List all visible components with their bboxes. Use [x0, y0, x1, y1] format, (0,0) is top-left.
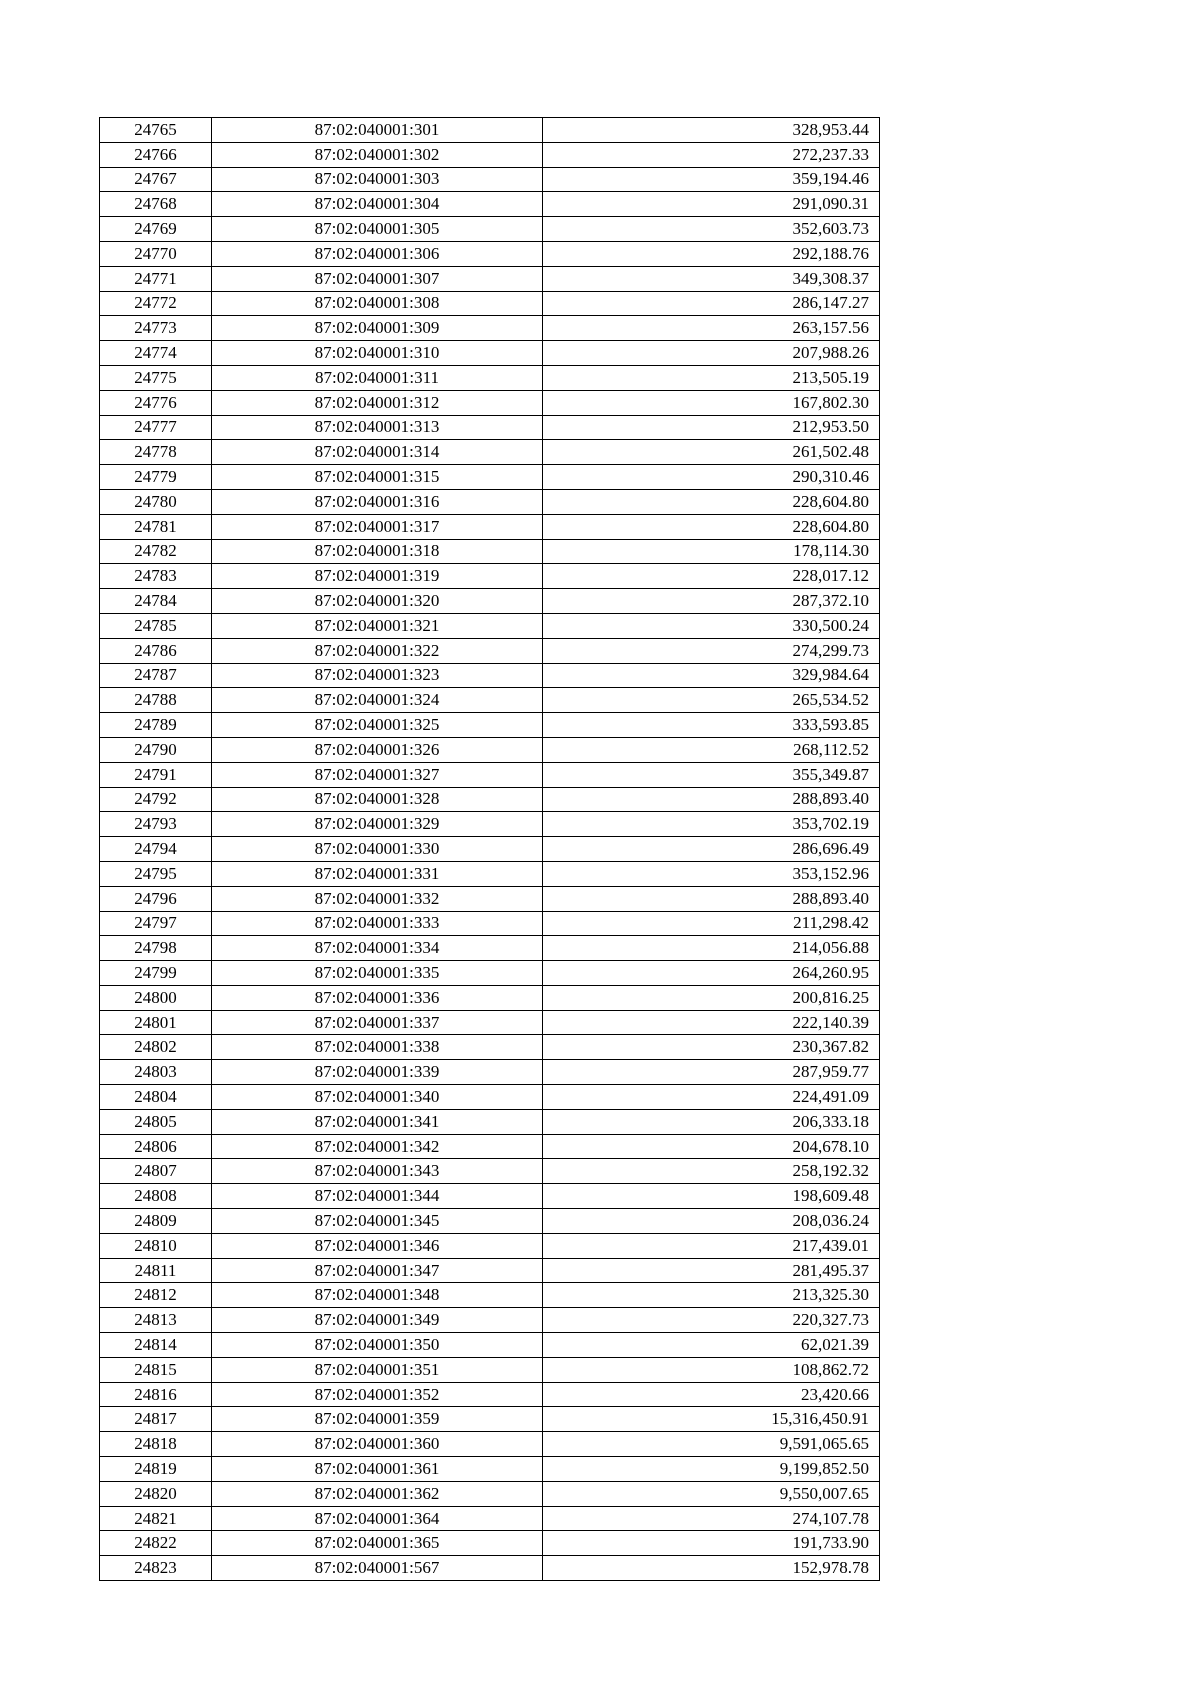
row-number-cell: 24811 [100, 1258, 212, 1283]
cadastral-number-cell: 87:02:040001:309 [212, 316, 543, 341]
value-cell: 217,439.01 [543, 1233, 880, 1258]
row-number-cell: 24776 [100, 390, 212, 415]
value-cell: 359,194.46 [543, 167, 880, 192]
row-number-cell: 24794 [100, 837, 212, 862]
cadastral-number-cell: 87:02:040001:346 [212, 1233, 543, 1258]
cadastral-number-cell: 87:02:040001:329 [212, 812, 543, 837]
row-number-cell: 24805 [100, 1109, 212, 1134]
value-cell: 287,372.10 [543, 589, 880, 614]
value-cell: 281,495.37 [543, 1258, 880, 1283]
value-cell: 333,593.85 [543, 713, 880, 738]
value-cell: 272,237.33 [543, 142, 880, 167]
cadastral-number-cell: 87:02:040001:365 [212, 1531, 543, 1556]
cadastral-number-cell: 87:02:040001:326 [212, 737, 543, 762]
table-row [100, 1308, 880, 1333]
value-cell: 330,500.24 [543, 613, 880, 638]
row-number-cell: 24767 [100, 167, 212, 192]
value-cell: 329,984.64 [543, 663, 880, 688]
table-row [100, 762, 880, 787]
table-row [100, 415, 880, 440]
value-cell: 288,893.40 [543, 787, 880, 812]
value-cell: 62,021.39 [543, 1333, 880, 1358]
row-number-cell: 24792 [100, 787, 212, 812]
cadastral-number-cell: 87:02:040001:330 [212, 837, 543, 862]
table-row [100, 118, 880, 143]
value-cell: 204,678.10 [543, 1134, 880, 1159]
table-row [100, 564, 880, 589]
cadastral-number-cell: 87:02:040001:310 [212, 341, 543, 366]
table-row [100, 613, 880, 638]
cadastral-number-cell: 87:02:040001:342 [212, 1134, 543, 1159]
value-cell: 292,188.76 [543, 241, 880, 266]
row-number-cell: 24793 [100, 812, 212, 837]
value-cell: 286,696.49 [543, 837, 880, 862]
table-row [100, 365, 880, 390]
row-number-cell: 24802 [100, 1035, 212, 1060]
table-row [100, 167, 880, 192]
row-number-cell: 24785 [100, 613, 212, 638]
cadastral-value-table [99, 117, 880, 1581]
table-row [100, 1333, 880, 1358]
cadastral-number-cell: 87:02:040001:322 [212, 638, 543, 663]
table-row [100, 1457, 880, 1482]
table-row [100, 961, 880, 986]
value-cell: 353,152.96 [543, 861, 880, 886]
table-row [100, 1556, 880, 1581]
cadastral-number-cell: 87:02:040001:338 [212, 1035, 543, 1060]
row-number-cell: 24777 [100, 415, 212, 440]
cadastral-number-cell: 87:02:040001:362 [212, 1481, 543, 1506]
value-cell: 288,893.40 [543, 886, 880, 911]
value-cell: 9,199,852.50 [543, 1457, 880, 1482]
cadastral-number-cell: 87:02:040001:307 [212, 266, 543, 291]
row-number-cell: 24798 [100, 936, 212, 961]
cadastral-number-cell: 87:02:040001:359 [212, 1407, 543, 1432]
table-row [100, 936, 880, 961]
row-number-cell: 24779 [100, 465, 212, 490]
row-number-cell: 24765 [100, 118, 212, 143]
table-row [100, 1481, 880, 1506]
cadastral-number-cell: 87:02:040001:360 [212, 1432, 543, 1457]
row-number-cell: 24799 [100, 961, 212, 986]
table-body [100, 118, 880, 1581]
value-cell: 152,978.78 [543, 1556, 880, 1581]
cadastral-number-cell: 87:02:040001:347 [212, 1258, 543, 1283]
cadastral-number-cell: 87:02:040001:350 [212, 1333, 543, 1358]
value-cell: 228,604.80 [543, 489, 880, 514]
row-number-cell: 24790 [100, 737, 212, 762]
value-cell: 208,036.24 [543, 1209, 880, 1234]
value-cell: 228,017.12 [543, 564, 880, 589]
value-cell: 207,988.26 [543, 341, 880, 366]
value-cell: 261,502.48 [543, 440, 880, 465]
table-row [100, 1134, 880, 1159]
table-row [100, 1258, 880, 1283]
table-row [100, 1085, 880, 1110]
table-row [100, 266, 880, 291]
cadastral-number-cell: 87:02:040001:314 [212, 440, 543, 465]
table-row [100, 217, 880, 242]
table-row [100, 663, 880, 688]
row-number-cell: 24816 [100, 1382, 212, 1407]
value-cell: 213,325.30 [543, 1283, 880, 1308]
cadastral-number-cell: 87:02:040001:345 [212, 1209, 543, 1234]
table-row [100, 1283, 880, 1308]
cadastral-number-cell: 87:02:040001:348 [212, 1283, 543, 1308]
cadastral-number-cell: 87:02:040001:332 [212, 886, 543, 911]
cadastral-number-cell: 87:02:040001:333 [212, 911, 543, 936]
row-number-cell: 24807 [100, 1159, 212, 1184]
cadastral-number-cell: 87:02:040001:352 [212, 1382, 543, 1407]
row-number-cell: 24791 [100, 762, 212, 787]
cadastral-number-cell: 87:02:040001:341 [212, 1109, 543, 1134]
row-number-cell: 24773 [100, 316, 212, 341]
table-row [100, 812, 880, 837]
table-row [100, 142, 880, 167]
table-row [100, 1109, 880, 1134]
row-number-cell: 24817 [100, 1407, 212, 1432]
row-number-cell: 24774 [100, 341, 212, 366]
cadastral-number-cell: 87:02:040001:303 [212, 167, 543, 192]
row-number-cell: 24815 [100, 1357, 212, 1382]
cadastral-number-cell: 87:02:040001:364 [212, 1506, 543, 1531]
cadastral-number-cell: 87:02:040001:331 [212, 861, 543, 886]
value-cell: 328,953.44 [543, 118, 880, 143]
value-cell: 15,316,450.91 [543, 1407, 880, 1432]
value-cell: 211,298.42 [543, 911, 880, 936]
cadastral-number-cell: 87:02:040001:313 [212, 415, 543, 440]
cadastral-number-cell: 87:02:040001:305 [212, 217, 543, 242]
cadastral-number-cell: 87:02:040001:351 [212, 1357, 543, 1382]
cadastral-number-cell: 87:02:040001:304 [212, 192, 543, 217]
value-cell: 353,702.19 [543, 812, 880, 837]
table-row [100, 241, 880, 266]
table-row [100, 1159, 880, 1184]
table-row [100, 638, 880, 663]
value-cell: 214,056.88 [543, 936, 880, 961]
row-number-cell: 24787 [100, 663, 212, 688]
value-cell: 291,090.31 [543, 192, 880, 217]
cadastral-number-cell: 87:02:040001:302 [212, 142, 543, 167]
table-row [100, 1060, 880, 1085]
value-cell: 263,157.56 [543, 316, 880, 341]
row-number-cell: 24771 [100, 266, 212, 291]
cadastral-number-cell: 87:02:040001:301 [212, 118, 543, 143]
cadastral-number-cell: 87:02:040001:317 [212, 514, 543, 539]
cadastral-number-cell: 87:02:040001:312 [212, 390, 543, 415]
value-cell: 198,609.48 [543, 1184, 880, 1209]
row-number-cell: 24800 [100, 985, 212, 1010]
row-number-cell: 24795 [100, 861, 212, 886]
table-row [100, 1407, 880, 1432]
table-row [100, 465, 880, 490]
table-row [100, 1506, 880, 1531]
row-number-cell: 24796 [100, 886, 212, 911]
table-row [100, 514, 880, 539]
cadastral-number-cell: 87:02:040001:337 [212, 1010, 543, 1035]
table-row [100, 1233, 880, 1258]
row-number-cell: 24818 [100, 1432, 212, 1457]
table-row [100, 1432, 880, 1457]
value-cell: 224,491.09 [543, 1085, 880, 1110]
row-number-cell: 24806 [100, 1134, 212, 1159]
cadastral-number-cell: 87:02:040001:315 [212, 465, 543, 490]
value-cell: 200,816.25 [543, 985, 880, 1010]
value-cell: 206,333.18 [543, 1109, 880, 1134]
table-row [100, 737, 880, 762]
value-cell: 9,550,007.65 [543, 1481, 880, 1506]
value-cell: 287,959.77 [543, 1060, 880, 1085]
table-row [100, 787, 880, 812]
cadastral-number-cell: 87:02:040001:339 [212, 1060, 543, 1085]
value-cell: 268,112.52 [543, 737, 880, 762]
table-row [100, 1531, 880, 1556]
table-row [100, 341, 880, 366]
table-row [100, 911, 880, 936]
value-cell: 349,308.37 [543, 266, 880, 291]
table-row [100, 316, 880, 341]
cadastral-number-cell: 87:02:040001:340 [212, 1085, 543, 1110]
table-row [100, 291, 880, 316]
row-number-cell: 24775 [100, 365, 212, 390]
cadastral-number-cell: 87:02:040001:349 [212, 1308, 543, 1333]
cadastral-number-cell: 87:02:040001:308 [212, 291, 543, 316]
cadastral-number-cell: 87:02:040001:306 [212, 241, 543, 266]
value-cell: 213,505.19 [543, 365, 880, 390]
cadastral-number-cell: 87:02:040001:325 [212, 713, 543, 738]
value-cell: 274,299.73 [543, 638, 880, 663]
cadastral-number-cell: 87:02:040001:327 [212, 762, 543, 787]
table-row [100, 1184, 880, 1209]
table-row [100, 1382, 880, 1407]
table-row [100, 390, 880, 415]
value-cell: 167,802.30 [543, 390, 880, 415]
row-number-cell: 24784 [100, 589, 212, 614]
value-cell: 178,114.30 [543, 539, 880, 564]
cadastral-number-cell: 87:02:040001:567 [212, 1556, 543, 1581]
row-number-cell: 24804 [100, 1085, 212, 1110]
value-cell: 108,862.72 [543, 1357, 880, 1382]
value-cell: 9,591,065.65 [543, 1432, 880, 1457]
row-number-cell: 24769 [100, 217, 212, 242]
value-cell: 355,349.87 [543, 762, 880, 787]
table-row [100, 688, 880, 713]
table-row [100, 440, 880, 465]
cadastral-number-cell: 87:02:040001:323 [212, 663, 543, 688]
row-number-cell: 24782 [100, 539, 212, 564]
table-row [100, 713, 880, 738]
cadastral-number-cell: 87:02:040001:361 [212, 1457, 543, 1482]
table-row [100, 539, 880, 564]
value-cell: 258,192.32 [543, 1159, 880, 1184]
value-cell: 191,733.90 [543, 1531, 880, 1556]
table-row [100, 489, 880, 514]
row-number-cell: 24823 [100, 1556, 212, 1581]
cadastral-number-cell: 87:02:040001:324 [212, 688, 543, 713]
cadastral-number-cell: 87:02:040001:318 [212, 539, 543, 564]
cadastral-number-cell: 87:02:040001:344 [212, 1184, 543, 1209]
table-row [100, 837, 880, 862]
row-number-cell: 24814 [100, 1333, 212, 1358]
row-number-cell: 24770 [100, 241, 212, 266]
value-cell: 230,367.82 [543, 1035, 880, 1060]
table-row [100, 861, 880, 886]
cadastral-number-cell: 87:02:040001:321 [212, 613, 543, 638]
row-number-cell: 24788 [100, 688, 212, 713]
value-cell: 274,107.78 [543, 1506, 880, 1531]
row-number-cell: 24797 [100, 911, 212, 936]
cadastral-number-cell: 87:02:040001:320 [212, 589, 543, 614]
value-cell: 212,953.50 [543, 415, 880, 440]
row-number-cell: 24812 [100, 1283, 212, 1308]
table-row [100, 1357, 880, 1382]
row-number-cell: 24819 [100, 1457, 212, 1482]
value-cell: 264,260.95 [543, 961, 880, 986]
row-number-cell: 24803 [100, 1060, 212, 1085]
table-row [100, 985, 880, 1010]
value-cell: 23,420.66 [543, 1382, 880, 1407]
table-row [100, 589, 880, 614]
row-number-cell: 24781 [100, 514, 212, 539]
row-number-cell: 24789 [100, 713, 212, 738]
row-number-cell: 24766 [100, 142, 212, 167]
value-cell: 222,140.39 [543, 1010, 880, 1035]
row-number-cell: 24772 [100, 291, 212, 316]
row-number-cell: 24821 [100, 1506, 212, 1531]
row-number-cell: 24808 [100, 1184, 212, 1209]
row-number-cell: 24778 [100, 440, 212, 465]
value-cell: 228,604.80 [543, 514, 880, 539]
table-row [100, 1209, 880, 1234]
cadastral-number-cell: 87:02:040001:335 [212, 961, 543, 986]
value-cell: 290,310.46 [543, 465, 880, 490]
table-row [100, 192, 880, 217]
value-cell: 265,534.52 [543, 688, 880, 713]
row-number-cell: 24780 [100, 489, 212, 514]
cadastral-number-cell: 87:02:040001:311 [212, 365, 543, 390]
row-number-cell: 24822 [100, 1531, 212, 1556]
row-number-cell: 24813 [100, 1308, 212, 1333]
cadastral-number-cell: 87:02:040001:319 [212, 564, 543, 589]
row-number-cell: 24810 [100, 1233, 212, 1258]
row-number-cell: 24801 [100, 1010, 212, 1035]
row-number-cell: 24783 [100, 564, 212, 589]
cadastral-number-cell: 87:02:040001:343 [212, 1159, 543, 1184]
table-row [100, 1010, 880, 1035]
row-number-cell: 24786 [100, 638, 212, 663]
row-number-cell: 24768 [100, 192, 212, 217]
table-row [100, 1035, 880, 1060]
cadastral-number-cell: 87:02:040001:316 [212, 489, 543, 514]
cadastral-number-cell: 87:02:040001:334 [212, 936, 543, 961]
value-cell: 352,603.73 [543, 217, 880, 242]
row-number-cell: 24809 [100, 1209, 212, 1234]
cadastral-number-cell: 87:02:040001:328 [212, 787, 543, 812]
cadastral-number-cell: 87:02:040001:336 [212, 985, 543, 1010]
row-number-cell: 24820 [100, 1481, 212, 1506]
value-cell: 286,147.27 [543, 291, 880, 316]
table-row [100, 886, 880, 911]
value-cell: 220,327.73 [543, 1308, 880, 1333]
